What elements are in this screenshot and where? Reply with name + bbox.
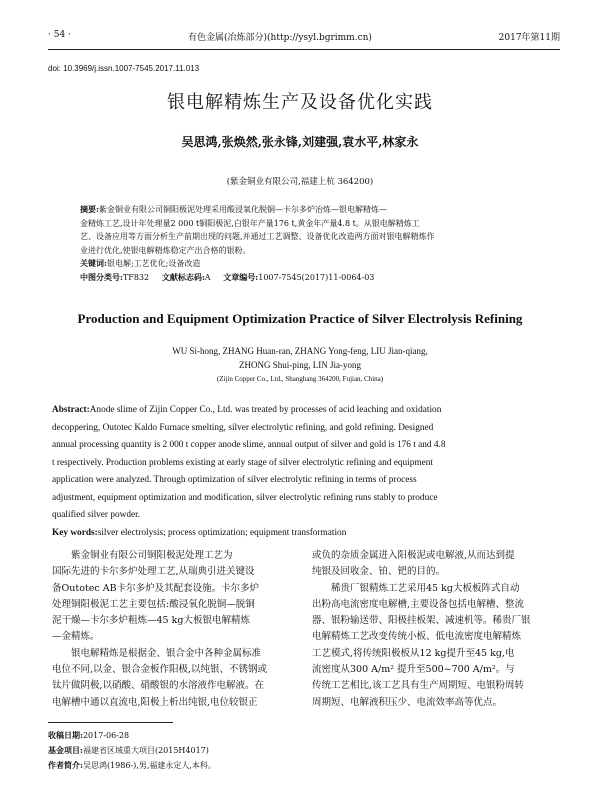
body-line: 银电解精炼是根据金、银合金中各种金属标准 — [71, 647, 262, 659]
body-line: 电解精炼工艺改变传统小板、低电流密度电解精炼 — [312, 631, 522, 643]
body-line: —金精炼。 — [52, 631, 100, 643]
body-line: 纯银及回收金、铂、钯的目的。 — [312, 566, 446, 578]
keywords-en-text: silver electrolysis; process optimization; equipment transformation — [97, 527, 347, 538]
affiliation-cn: (紫金铜业有限公司,福建上杭 364200) — [226, 177, 374, 187]
abstract-en-line: application were analyzed. Through optimization of silver electrolytic refining in terms of process — [52, 475, 417, 485]
issue-label: 2017年第11期 — [498, 33, 560, 43]
authors-en-line: WU Si-hong, ZHANG Huan-ran, ZHANG Yong-feng, LIU Jian-qiang, — [172, 346, 428, 356]
abstract-en-line — [52, 402, 552, 420]
abstract-en-text: Anode slime of Zijin Copper Co., Ltd. was treated by processes of acid leaching and oxidation — [89, 405, 442, 415]
classification-line — [80, 271, 520, 285]
abstract-cn-line: 金精炼工艺,设计年处理量2 000 t铜阳极泥,白银年产量176 t,黄金年产量4.8 t。从银电解精炼工 — [80, 218, 420, 228]
title-en: Production and Equipment Optimization Practice of Silver Electrolysis Refining — [77, 311, 523, 326]
article-no-label: 文章编号: — [223, 271, 259, 282]
footnotes — [48, 728, 216, 773]
body-line: 流密度从300 A/m² 提升至500~700 A/m²。与 — [312, 664, 515, 676]
body-line: 工艺模式,将传统阳极板从12 kg提升至45 kg,电 — [312, 647, 515, 659]
body-column-left — [52, 548, 296, 711]
body-line: 稀贵厂银精炼工艺采用45 kg大板板阵式自动 — [331, 582, 520, 594]
body-line: 电解槽中通以直流电,阳极上析出纯银,电位较银正 — [52, 696, 258, 708]
authors-cn: 吴思鸿,张焕然,张永锋,刘建强,袁水平,林家永 — [181, 135, 419, 149]
abstract-en-block — [52, 402, 552, 542]
body-column-right — [312, 548, 556, 711]
clc-label: 中图分类号: — [80, 271, 123, 282]
body-line: 电位不同,以金、银合金板作阳极,以纯银、不锈钢或 — [52, 664, 268, 676]
body-line: 钛片做阴极,以硝酸、硝酸银的水溶液作电解液。在 — [52, 680, 265, 692]
journal-name: 有色金属(冶炼部分)(http://ysyl.bgrimm.cn) — [188, 33, 372, 43]
authors-en — [0, 344, 600, 372]
running-header — [48, 30, 560, 44]
abstract-cn-line: 艺、设备应用等方面分析生产前期出现的问题,并通过工艺调整、设备优化改造两方面对银电解精炼作 — [80, 232, 435, 241]
footnote-rule — [48, 722, 173, 723]
footnote-text: 吴思鸿(1986-),男,福建永定人,本科。 — [82, 761, 216, 770]
footnote-label: 作者简介: — [48, 760, 83, 770]
keywords-en — [52, 525, 552, 543]
footnote-text: 福建省区域重大项目(2015H4017) — [82, 746, 209, 755]
body-line: 备Outotec AB卡尔多炉及其配套设施。卡尔多炉 — [52, 582, 260, 594]
footnote-text: 2017-06-28 — [82, 731, 130, 740]
footnote-funding — [48, 743, 216, 758]
abstract-en-line: decoppering, Outotec Kaldo Furnace smelting, silver electrolytic refining, and gold refining. Designed — [52, 422, 434, 433]
abstract-cn-text: 紫金铜业有限公司铜阳极泥处理采用酸浸氧化脱铜—卡尔多炉冶炼—银电解精炼— — [98, 205, 387, 214]
abstract-en-line: t respectively. Production problems existing at early stage of silver electrolytic refining and equipment — [52, 457, 433, 468]
keywords-cn — [80, 257, 520, 271]
body-line: 出粉高电流密度电解槽,主要设备包括电解槽、整流 — [312, 598, 525, 610]
keywords-cn-text: 银电解;工艺优化;设备改造 — [106, 259, 201, 268]
body-line: 国际先进的卡尔多炉处理工艺,从瑞典引进关键设 — [52, 566, 255, 578]
abstract-en-line: qualified silver powder. — [52, 510, 141, 520]
abstract-cn-line — [80, 203, 520, 217]
doc-code-label: 文献标志码: — [161, 271, 205, 282]
body-line: 紫金铜业有限公司铜阳极泥处理工艺为 — [71, 550, 233, 561]
body-line: 或负的杂质金属进入阳极泥或电解液,从而达到提 — [312, 550, 515, 561]
abstract-en-line: annual processing quantity is 2 000 t copper anode slime, annual output of silver and gold is 176 t and 4.8 — [52, 440, 446, 450]
body-line: 器、银粉输送带、阳极挂板架、减速机等。稀贵厂银 — [312, 615, 531, 627]
article-no-value: 1007-7545(2017)11-0064-03 — [258, 272, 375, 282]
title-cn: 银电解精炼生产及设备优化实践 — [167, 92, 433, 113]
abstract-cn-line: 业进行优化,使银电解精炼稳定产出合格的银粉。 — [80, 245, 251, 255]
body-line: 传统工艺相比,该工艺具有生产周期短、电银粉周转 — [312, 680, 525, 692]
footnote-label: 收稿日期: — [48, 730, 83, 740]
body-line: 周期短、电解液积压少、电流效率高等优点。 — [312, 696, 503, 708]
authors-en-line: ZHONG Shui-ping, LIN Jia-yong — [239, 360, 361, 370]
footnote-author — [48, 758, 216, 773]
doi: doi: 10.3969/j.issn.1007-7545.2017.11.013 — [48, 64, 200, 73]
footnote-received — [48, 728, 216, 743]
doc-code-value: A — [204, 272, 211, 282]
affiliation-en: (Zijin Copper Co., Ltd., Shanghang 364200, Fujian, China) — [216, 375, 384, 383]
page-number: · 54 · — [48, 30, 71, 40]
abstract-cn-label: 摘要: — [80, 204, 99, 214]
abstract-cn-block — [80, 203, 520, 284]
body-line: 处理铜阳极泥工艺主要包括:酸浸氧化脱铜—脱铜 — [52, 598, 255, 610]
abstract-en-line: adjustment, equipment optimization and modification, silver electrolytic refining runs stably to produce — [52, 492, 438, 503]
header-rule — [48, 49, 560, 50]
keywords-cn-label: 关键词: — [80, 258, 107, 268]
clc-value: TF832 — [122, 272, 150, 282]
keywords-en-label: Key words: — [52, 527, 98, 538]
abstract-en-label: Abstract: — [52, 405, 90, 415]
footnote-label: 基金项目: — [48, 745, 83, 755]
body-line: 泥干燥—卡尔多炉粗炼—45 kg大板银电解精炼 — [52, 615, 250, 627]
